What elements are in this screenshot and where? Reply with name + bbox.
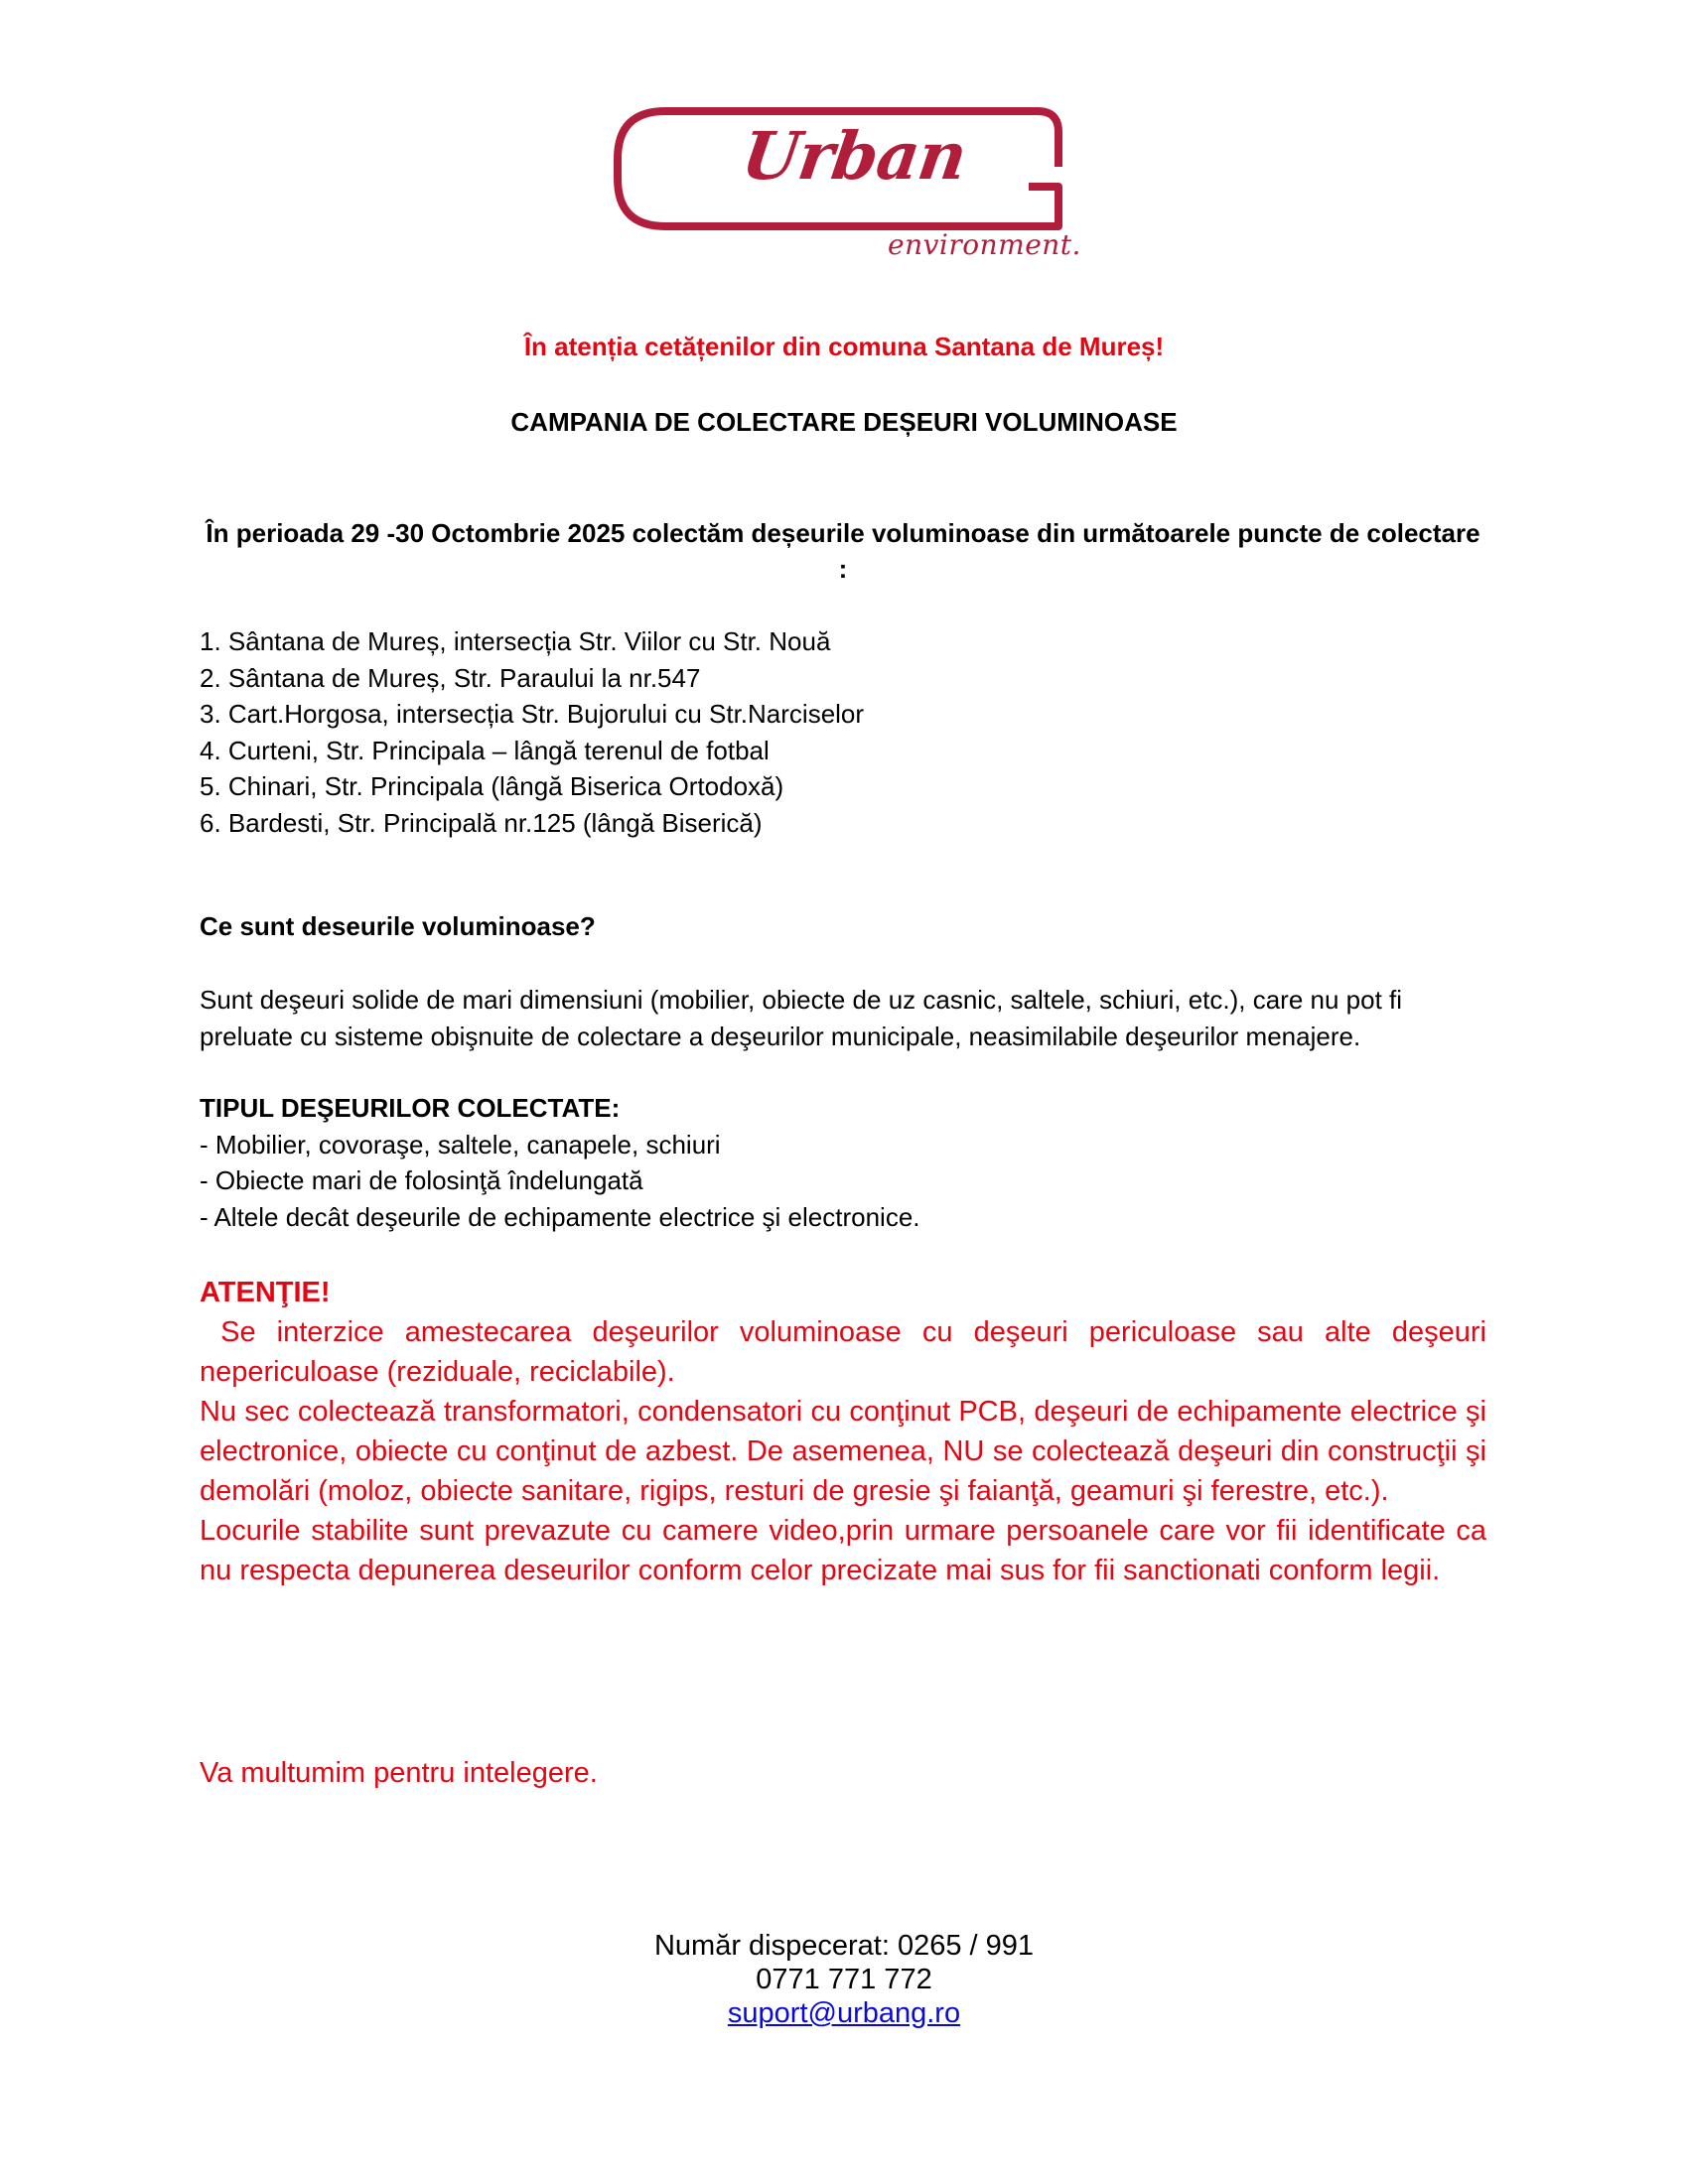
contact-block [0,1929,1688,2030]
what-paragraph: Sunt deşeuri solide de mari dimensiuni (mobilier, obiecte de uz casnic, saltele, schiuri, etc.), care nu pot fi preluate cu sisteme obişnuite de colectare a deşeurilor municipale, neasimilabile deşeurilor menajere. [200,985,1403,1051]
collection-points-list [200,623,864,841]
warning-heading: ATENŢIE! [200,1277,331,1308]
warning-paragraph-mixing: Se interzice amestecarea deşeurilor voluminoase cu deşeuri periculoase sau alte deşeuri nepericuloase (reziduale, reciclabile). [200,1316,1495,1388]
collection-point: 4. Curteni, Str. Principala – lângă terenul de fotbal [200,735,770,765]
warning-paragraph-cameras: Locurile stabilite sunt prevazute cu camere video,prin urmare persoanele care vor fii identificate ca nu respecta depunerea deseurilor conform celor precizate mai sus for fii sanctionati conform legii. [200,1515,1486,1586]
types-item: - Mobilier, covoraşe, saltele, canapele, schiuri [200,1129,721,1160]
phone-number: 0771 771 772 [756,1964,932,1995]
thanks-text: Va multumim pentru intelegere. [200,1757,598,1789]
what-heading: Ce sunt deseurile voluminoase? [200,911,596,941]
logo-word: Urban [737,117,971,195]
types-section [200,1090,920,1235]
warning-section [200,1273,1495,1590]
period-text: În perioada 29 -30 Octombrie 2025 colectăm deșeurile voluminoase din următoarele puncte de colectare : [206,518,1480,584]
collection-point: 6. Bardesti, Str. Principală nr.125 (lângă Biserică) [200,807,763,838]
logo-subtitle: environment. [888,228,1081,261]
types-item: - Obiecte mari de folosinţă îndelungată [200,1165,643,1195]
support-email-link[interactable]: suport@urbang.ro [727,1997,961,2029]
campaign-title: CAMPANIA DE COLECTARE DEȘEURI VOLUMINOASE [510,407,1178,437]
notice-heading: În atenția cetățenilor din comuna Santana de Mureș! [523,332,1165,361]
dispatcher-number: Număr dispecerat: 0265 / 991 [653,1930,1035,1962]
collection-point: 3. Cart.Horgosa, intersecția Str. Bujorului cu Str.Narciselor [200,699,865,729]
types-item: - Altele decât deşeurile de echipamente electrice şi electronice. [200,1201,920,1232]
collection-point: 5. Chinari, Str. Principala (lângă Biserica Ortodoxă) [200,771,784,801]
collection-point: 2. Sântana de Mureș, Str. Paraului la nr.547 [200,662,701,693]
collection-point: 1. Sântana de Mureș, intersecția Str. Viilor cu Str. Nouă [200,626,831,656]
warning-paragraph-not-collected: Nu sec colectează transformatori, condensatori cu conţinut PCB, deşeuri de echipamente electrice şi electronice, obiecte cu conţinut de azbest. De asemenea, NU se colectează deşeuri din construcţii şi demolări (moloz, obiecte sanitare, rigips, resturi de gresie şi faianţă, geamuri şi ferestre, etc.). [200,1396,1486,1507]
urban-g-logo [614,107,1081,271]
types-heading: TIPUL DEŞEURILOR COLECTATE: [200,1093,621,1123]
